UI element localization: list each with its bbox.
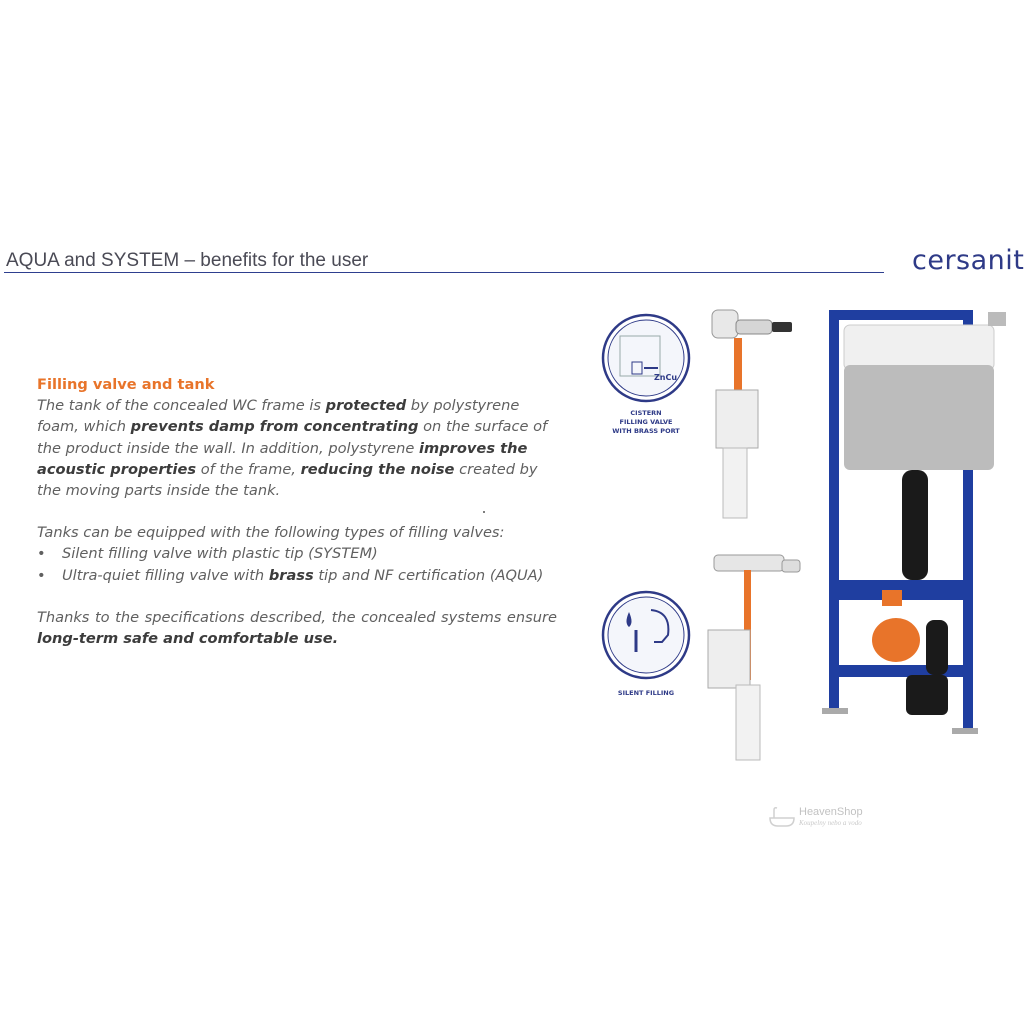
stray-dot — [483, 511, 485, 513]
slide-title: AQUA and SYSTEM – benefits for the user — [6, 250, 369, 271]
filling-valve-plastic — [708, 555, 800, 760]
watermark-name: HeavenShop — [799, 806, 863, 818]
heavenshop-watermark — [768, 806, 878, 834]
filling-valve-brass — [712, 310, 792, 518]
brass-port-badge — [603, 315, 689, 435]
bathtub-icon — [768, 806, 796, 828]
badge2-line1: SILENT FILLING — [617, 689, 675, 697]
text-content — [37, 374, 557, 649]
badge1-line1: CISTERN — [630, 409, 662, 417]
product-illustration — [596, 290, 1016, 770]
title-underline — [4, 272, 884, 273]
watermark-tagline: Koupelny nebo a vodo — [799, 819, 862, 827]
silent-filling-badge — [603, 592, 689, 697]
section-heading: Filling valve and tank — [37, 376, 215, 393]
badge1-line3: WITH BRASS PORT — [612, 427, 680, 435]
badge1-line2: FILLING VALVE — [619, 418, 673, 426]
cersanit-logo: cersanit — [912, 245, 1024, 276]
list-item: • Ultra-quiet filling valve with brass tip and NF certification (AQUA) — [37, 566, 544, 584]
list-item: • Silent filling valve with plastic tip (SYSTEM) — [37, 545, 378, 563]
concealed-wc-frame — [822, 310, 1006, 734]
paragraph-tank: The tank of the concealed WC frame is protected by polystyrene foam, which prevents damp from concentrating on the surface of the product inside the wall. In addition, polystyrene improves the acoustic properties of the frame, reducing the noise created by the moving parts inside the tank. — [37, 397, 548, 500]
paragraph-valves-intro: Tanks can be equipped with the following types of filling valves: — [37, 524, 505, 542]
paragraph-conclusion: Thanks to the specifications described, the concealed systems ensure long-term safe and comfortable use. — [37, 608, 557, 648]
zncu-label: ZnCu — [654, 373, 678, 382]
